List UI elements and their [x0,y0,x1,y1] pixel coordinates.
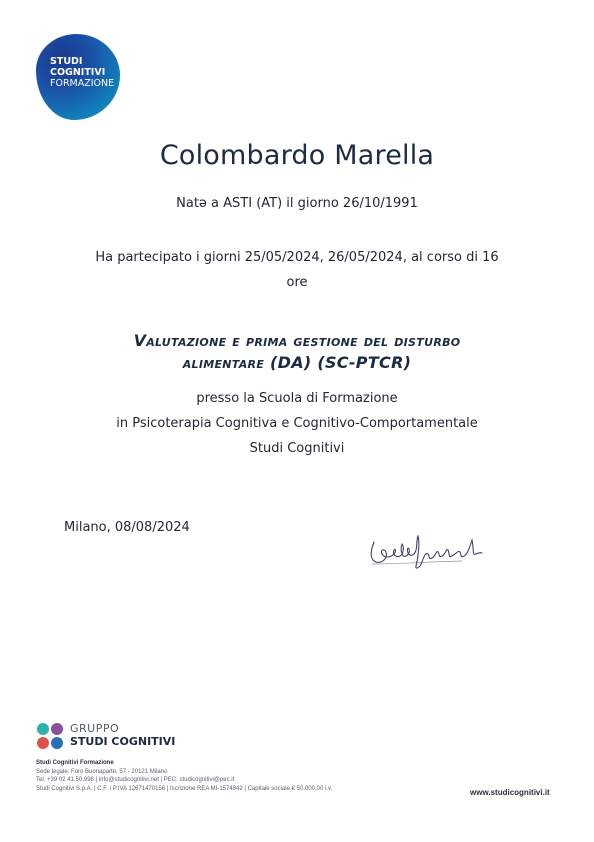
logo-text [50,56,114,89]
course-title-line-2: alimentare (DA) (SC-PTCR) [182,353,412,372]
group-name [70,722,175,748]
participation-line-2: ore [286,275,308,290]
group-title: STUDI COGNITIVI [70,735,176,748]
footer-info [36,759,332,793]
course-title-line-1: Valutazione e prima gestione del disturbo [133,331,461,350]
place-date: Milano, 08/08/2024 [64,520,190,535]
footer-company: Studi Cognitivi Formazione [36,760,114,766]
course-title [60,330,534,374]
school-line-3: Studi Cognitivi [249,441,345,456]
signature [366,528,486,574]
logo-line-3: FORMAZIONE [50,78,115,89]
logo-line-1: STUDI [50,56,83,67]
logo-line-2: COGNITIVI [50,67,106,78]
website-link[interactable]: www.studicognitivi.it [470,788,550,797]
recipient-name: Colombardo Marella [159,140,435,171]
school-line-1: presso la Scuola di Formazione [196,391,398,406]
footer-address: Sede legale: Foro Buonaparte, 57 - 20121 Milano [36,768,168,775]
group-label: GRUPPO [70,722,120,735]
participation-line-1: Ha partecipato i giorni 25/05/2024, 26/05/2024, al corso di 16 [95,250,499,265]
footer-contacts: Tel. +39 02 41.50.998 | info@studicognitivi.net | PEC: studicognitivi@pec.it [36,777,235,784]
school-line-2: in Psicoterapia Cognitiva e Cognitivo-Comportamentale [116,416,478,431]
gruppo-dots-logo [34,721,68,751]
birth-line: Natə a ASTI (AT) il giorno 26/10/1991 [176,196,418,211]
footer-legal: Studi Cognitivi S.p.A. | C.F. / P.IVA 12671470156 | Iscrizione REA MI-1574842 | Capitale sociale € 50.000,00 i.v. [36,785,333,792]
